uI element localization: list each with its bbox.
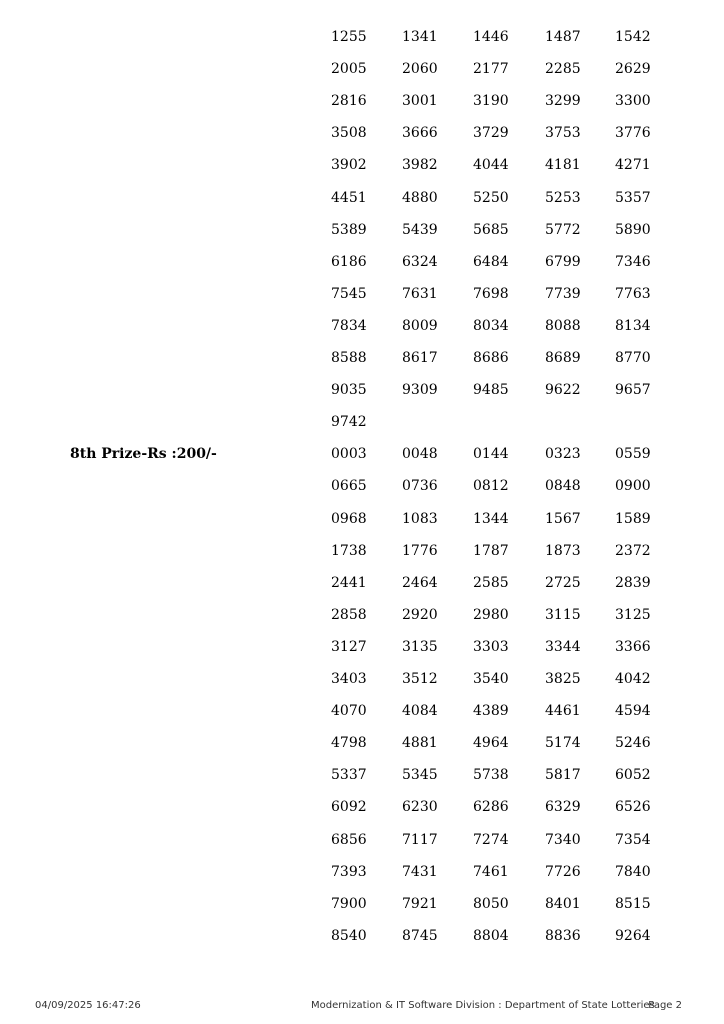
ticket-number: 7393 bbox=[331, 864, 367, 880]
ticket-number: 7834 bbox=[331, 318, 367, 334]
ticket-number: 5772 bbox=[545, 222, 581, 238]
ticket-number: 6286 bbox=[473, 799, 509, 815]
ticket-number: 3729 bbox=[473, 125, 509, 141]
ticket-number: 1446 bbox=[473, 29, 509, 45]
ticket-number: 9657 bbox=[615, 382, 651, 398]
ticket-number: 9264 bbox=[615, 928, 651, 944]
ticket-number: 2285 bbox=[545, 61, 581, 77]
ticket-number: 2920 bbox=[402, 607, 438, 623]
ticket-number: 3366 bbox=[615, 639, 651, 655]
ticket-number: 2372 bbox=[615, 543, 651, 559]
number-row bbox=[0, 701, 724, 721]
ticket-number: 1738 bbox=[331, 543, 367, 559]
ticket-number: 8134 bbox=[615, 318, 651, 334]
ticket-number: 8540 bbox=[331, 928, 367, 944]
ticket-number: 5345 bbox=[402, 767, 438, 783]
number-row bbox=[0, 284, 724, 304]
ticket-number: 5253 bbox=[545, 190, 581, 206]
ticket-number: 8088 bbox=[545, 318, 581, 334]
ticket-number: 7340 bbox=[545, 832, 581, 848]
ticket-number: 6052 bbox=[615, 767, 651, 783]
ticket-number: 6186 bbox=[331, 254, 367, 270]
ticket-number: 0848 bbox=[545, 478, 581, 494]
number-row bbox=[0, 220, 724, 240]
ticket-number: 8515 bbox=[615, 896, 651, 912]
ticket-number: 7726 bbox=[545, 864, 581, 880]
ticket-number: 3127 bbox=[331, 639, 367, 655]
ticket-number: 4044 bbox=[473, 157, 509, 173]
ticket-number: 7739 bbox=[545, 286, 581, 302]
number-row bbox=[0, 765, 724, 785]
number-row bbox=[0, 541, 724, 561]
ticket-number: 3776 bbox=[615, 125, 651, 141]
ticket-number: 3666 bbox=[402, 125, 438, 141]
number-row bbox=[0, 155, 724, 175]
ticket-number: 5174 bbox=[545, 735, 581, 751]
ticket-number: 5439 bbox=[402, 222, 438, 238]
footer-page-number: Page 2 bbox=[648, 1000, 682, 1011]
ticket-number: 1567 bbox=[545, 511, 581, 527]
ticket-number: 0048 bbox=[402, 446, 438, 462]
ticket-number: 7545 bbox=[331, 286, 367, 302]
ticket-number: 8401 bbox=[545, 896, 581, 912]
ticket-number: 8009 bbox=[402, 318, 438, 334]
ticket-number: 7840 bbox=[615, 864, 651, 880]
ticket-number: 4389 bbox=[473, 703, 509, 719]
number-row bbox=[0, 59, 724, 79]
number-row bbox=[0, 509, 724, 529]
ticket-number: 3512 bbox=[402, 671, 438, 687]
ticket-number: 8745 bbox=[402, 928, 438, 944]
ticket-number: 1255 bbox=[331, 29, 367, 45]
ticket-number: 8034 bbox=[473, 318, 509, 334]
number-row bbox=[0, 894, 724, 914]
ticket-number: 3300 bbox=[615, 93, 651, 109]
number-row bbox=[0, 926, 724, 946]
ticket-number: 2464 bbox=[402, 575, 438, 591]
ticket-number: 8686 bbox=[473, 350, 509, 366]
number-row bbox=[0, 252, 724, 272]
ticket-number: 8770 bbox=[615, 350, 651, 366]
number-row bbox=[0, 830, 724, 850]
ticket-number: 1776 bbox=[402, 543, 438, 559]
ticket-number: 7431 bbox=[402, 864, 438, 880]
ticket-number: 6329 bbox=[545, 799, 581, 815]
ticket-number: 6230 bbox=[402, 799, 438, 815]
ticket-number: 5250 bbox=[473, 190, 509, 206]
footer-division: Modernization & IT Software Division : Department of State Lotteries bbox=[311, 1000, 655, 1011]
ticket-number: 9742 bbox=[331, 414, 367, 430]
ticket-number: 2839 bbox=[615, 575, 651, 591]
ticket-number: 9622 bbox=[545, 382, 581, 398]
ticket-number: 7274 bbox=[473, 832, 509, 848]
number-row bbox=[0, 605, 724, 625]
ticket-number: 4881 bbox=[402, 735, 438, 751]
ticket-number: 3753 bbox=[545, 125, 581, 141]
ticket-number: 0968 bbox=[331, 511, 367, 527]
footer-datetime: 04/09/2025 16:47:26 bbox=[35, 1000, 141, 1011]
ticket-number: 0812 bbox=[473, 478, 509, 494]
ticket-number: 7461 bbox=[473, 864, 509, 880]
ticket-number: 3299 bbox=[545, 93, 581, 109]
ticket-number: 9309 bbox=[402, 382, 438, 398]
ticket-number: 1873 bbox=[545, 543, 581, 559]
number-row bbox=[0, 573, 724, 593]
ticket-number: 3125 bbox=[615, 607, 651, 623]
number-row bbox=[0, 188, 724, 208]
ticket-number: 7698 bbox=[473, 286, 509, 302]
ticket-number: 2585 bbox=[473, 575, 509, 591]
ticket-number: 3902 bbox=[331, 157, 367, 173]
number-row bbox=[0, 476, 724, 496]
ticket-number: 0144 bbox=[473, 446, 509, 462]
ticket-number: 6526 bbox=[615, 799, 651, 815]
ticket-number: 4964 bbox=[473, 735, 509, 751]
ticket-number: 4070 bbox=[331, 703, 367, 719]
ticket-number: 2005 bbox=[331, 61, 367, 77]
ticket-number: 9485 bbox=[473, 382, 509, 398]
ticket-number: 3190 bbox=[473, 93, 509, 109]
ticket-number: 4594 bbox=[615, 703, 651, 719]
number-row bbox=[0, 27, 724, 47]
ticket-number: 7763 bbox=[615, 286, 651, 302]
ticket-number: 5685 bbox=[473, 222, 509, 238]
ticket-number: 8050 bbox=[473, 896, 509, 912]
ticket-number: 1487 bbox=[545, 29, 581, 45]
ticket-number: 3825 bbox=[545, 671, 581, 687]
ticket-number: 8689 bbox=[545, 350, 581, 366]
ticket-number: 0323 bbox=[545, 446, 581, 462]
ticket-number: 4042 bbox=[615, 671, 651, 687]
page-footer bbox=[0, 996, 724, 1016]
ticket-number: 4271 bbox=[615, 157, 651, 173]
ticket-number: 7354 bbox=[615, 832, 651, 848]
ticket-number: 6799 bbox=[545, 254, 581, 270]
number-row bbox=[0, 348, 724, 368]
ticket-number: 4084 bbox=[402, 703, 438, 719]
ticket-number: 5337 bbox=[331, 767, 367, 783]
ticket-number: 2177 bbox=[473, 61, 509, 77]
number-row bbox=[0, 669, 724, 689]
ticket-number: 3115 bbox=[545, 607, 581, 623]
ticket-number: 0665 bbox=[331, 478, 367, 494]
ticket-number: 8617 bbox=[402, 350, 438, 366]
ticket-number: 3508 bbox=[331, 125, 367, 141]
ticket-number: 5738 bbox=[473, 767, 509, 783]
ticket-number: 4880 bbox=[402, 190, 438, 206]
ticket-number: 8804 bbox=[473, 928, 509, 944]
ticket-number: 7900 bbox=[331, 896, 367, 912]
ticket-number: 6484 bbox=[473, 254, 509, 270]
ticket-number: 3303 bbox=[473, 639, 509, 655]
ticket-number: 3344 bbox=[545, 639, 581, 655]
ticket-number: 0559 bbox=[615, 446, 651, 462]
ticket-number: 1542 bbox=[615, 29, 651, 45]
ticket-number: 0003 bbox=[331, 446, 367, 462]
prize-label: 8th Prize-Rs :200/- bbox=[70, 446, 217, 462]
number-row bbox=[0, 797, 724, 817]
number-row bbox=[0, 380, 724, 400]
ticket-number: 5246 bbox=[615, 735, 651, 751]
ticket-number: 2980 bbox=[473, 607, 509, 623]
number-row bbox=[0, 733, 724, 753]
number-row bbox=[0, 637, 724, 657]
ticket-number: 3403 bbox=[331, 671, 367, 687]
ticket-number: 9035 bbox=[331, 382, 367, 398]
ticket-number: 6324 bbox=[402, 254, 438, 270]
number-row bbox=[0, 91, 724, 111]
ticket-number: 3982 bbox=[402, 157, 438, 173]
ticket-number: 7346 bbox=[615, 254, 651, 270]
ticket-number: 1341 bbox=[402, 29, 438, 45]
ticket-number: 2725 bbox=[545, 575, 581, 591]
ticket-number: 7921 bbox=[402, 896, 438, 912]
ticket-number: 1589 bbox=[615, 511, 651, 527]
ticket-number: 4181 bbox=[545, 157, 581, 173]
ticket-number: 5890 bbox=[615, 222, 651, 238]
ticket-number: 4798 bbox=[331, 735, 367, 751]
ticket-number: 7117 bbox=[402, 832, 438, 848]
ticket-number: 2629 bbox=[615, 61, 651, 77]
ticket-number: 6856 bbox=[331, 832, 367, 848]
ticket-number: 5357 bbox=[615, 190, 651, 206]
ticket-number: 8836 bbox=[545, 928, 581, 944]
ticket-number: 7631 bbox=[402, 286, 438, 302]
ticket-number: 2060 bbox=[402, 61, 438, 77]
ticket-number: 5389 bbox=[331, 222, 367, 238]
ticket-number: 2816 bbox=[331, 93, 367, 109]
number-row bbox=[0, 316, 724, 336]
ticket-number: 3135 bbox=[402, 639, 438, 655]
ticket-number: 0900 bbox=[615, 478, 651, 494]
ticket-number: 1344 bbox=[473, 511, 509, 527]
ticket-number: 1083 bbox=[402, 511, 438, 527]
ticket-number: 5817 bbox=[545, 767, 581, 783]
ticket-number: 4461 bbox=[545, 703, 581, 719]
ticket-number: 4451 bbox=[331, 190, 367, 206]
ticket-number: 3540 bbox=[473, 671, 509, 687]
ticket-number: 1787 bbox=[473, 543, 509, 559]
ticket-number: 2441 bbox=[331, 575, 367, 591]
ticket-number: 2858 bbox=[331, 607, 367, 623]
ticket-number: 3001 bbox=[402, 93, 438, 109]
number-row bbox=[0, 862, 724, 882]
number-row bbox=[0, 412, 724, 432]
ticket-number: 0736 bbox=[402, 478, 438, 494]
ticket-number: 8588 bbox=[331, 350, 367, 366]
ticket-number: 6092 bbox=[331, 799, 367, 815]
number-row bbox=[0, 123, 724, 143]
number-row bbox=[0, 444, 724, 464]
